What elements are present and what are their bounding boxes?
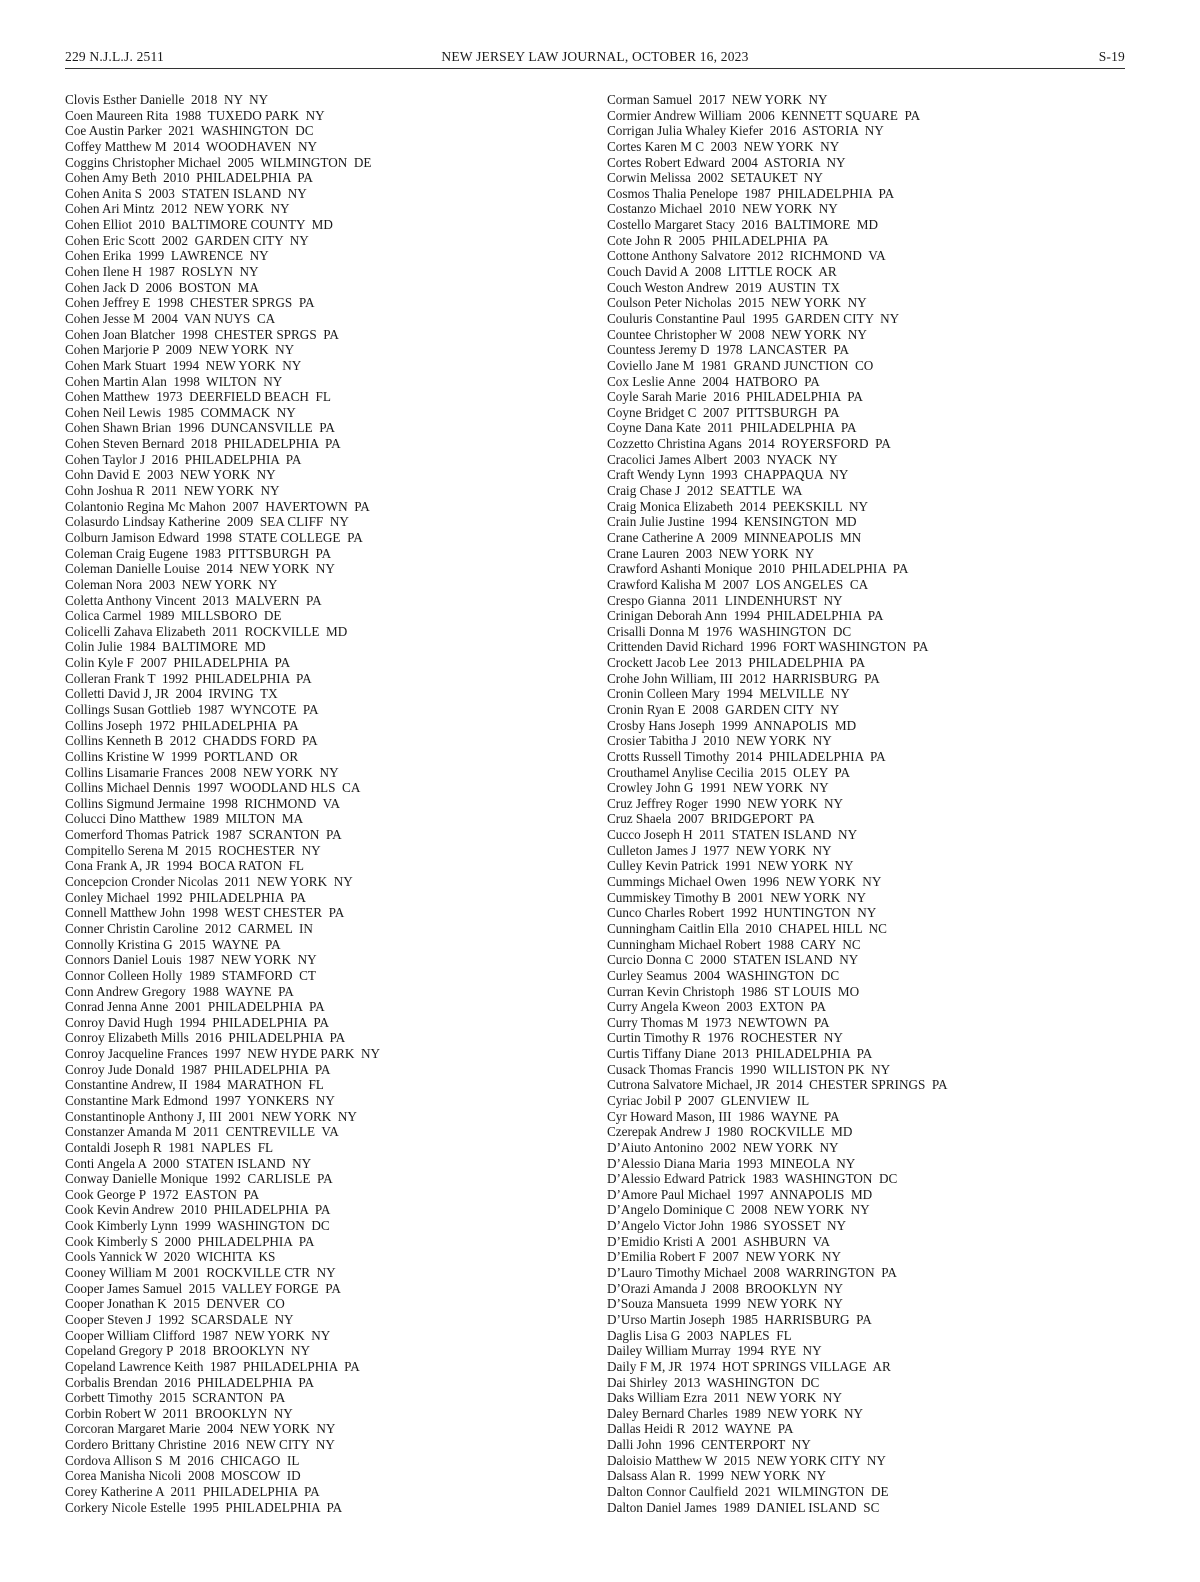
journal-citation: 229 N.J.L.J. 2511 (65, 49, 164, 64)
attorney-list-entry: Curry Thomas M 1973 NEWTOWN PA (607, 1014, 830, 1030)
attorney-list-entry: Curcio Donna C 2000 STATEN ISLAND NY (607, 952, 859, 968)
attorney-list-entry: Cummiskey Timothy B 2001 NEW YORK NY (607, 889, 867, 905)
attorney-list-entry: Crane Lauren 2003 NEW YORK NY (607, 545, 815, 561)
attorney-list-entry: Cohen Steven Bernard 2018 PHILADELPHIA PA (65, 436, 341, 452)
attorney-list-entry: Cohen Martin Alan 1998 WILTON NY (65, 373, 283, 389)
attorney-list-entry: Cook Kevin Andrew 2010 PHILADELPHIA PA (65, 1202, 331, 1218)
attorney-list-entry: Colica Carmel 1989 MILLSBORO DE (65, 608, 282, 624)
attorney-list-entry: Conrad Jenna Anne 2001 PHILADELPHIA PA (65, 999, 325, 1015)
attorney-list-entry: Cohen Erika 1999 LAWRENCE NY (65, 248, 269, 264)
attorney-list-entry: Cozzetto Christina Agans 2014 ROYERSFORD PA (607, 436, 891, 452)
attorney-list-entry: D’Lauro Timothy Michael 2008 WARRINGTON PA (607, 1265, 897, 1281)
attorney-list-entry: Crohe John William, III 2012 HARRISBURG PA (607, 670, 880, 686)
attorney-list-entry: Craig Monica Elizabeth 2014 PEEKSKILL NY (607, 498, 869, 514)
attorney-list-entry: Cohen Jeffrey E 1998 CHESTER SPRGS PA (65, 295, 315, 311)
attorney-list-entry: Corrigan Julia Whaley Kiefer 2016 ASTORIA NY (607, 123, 884, 139)
attorney-list-entry: Cordova Allison S M 2016 CHICAGO IL (65, 1452, 300, 1468)
attorney-list-entry: Curley Seamus 2004 WASHINGTON DC (607, 967, 840, 983)
attorney-list-entry: Cohn Joshua R 2011 NEW YORK NY (65, 483, 280, 499)
attorney-list-entry: Daley Bernard Charles 1989 NEW YORK NY (607, 1405, 864, 1421)
attorney-list-entry: Cohen Joan Blatcher 1998 CHESTER SPRGS PA (65, 326, 339, 342)
attorney-list-entry: Crain Julie Justine 1994 KENSINGTON MD (607, 514, 857, 530)
attorney-list-entry: Crowley John G 1991 NEW YORK NY (607, 780, 829, 796)
attorney-list-entry: Cyr Howard Mason, III 1986 WAYNE PA (607, 1108, 840, 1124)
attorney-list-entry: Cooper Jonathan K 2015 DENVER CO (65, 1296, 285, 1312)
attorney-list-entry: Crockett Jacob Lee 2013 PHILADELPHIA PA (607, 655, 866, 671)
attorney-list-entry: Cohen Jack D 2006 BOSTON MA (65, 279, 259, 295)
attorney-list-entry: D’Amore Paul Michael 1997 ANNAPOLIS MD (607, 1186, 873, 1202)
attorney-list-entry: Coggins Christopher Michael 2005 WILMINGTON DE (65, 154, 372, 170)
attorney-list-entry: Collins Lisamarie Frances 2008 NEW YORK NY (65, 764, 339, 780)
attorney-list-entry: Dallas Heidi R 2012 WAYNE PA (607, 1421, 794, 1437)
attorney-list-entry: Collins Kenneth B 2012 CHADDS FORD PA (65, 733, 318, 749)
attorney-list-entry: Dalton Connor Caulfield 2021 WILMINGTON DE (607, 1484, 889, 1500)
attorney-list-entry: Coe Austin Parker 2021 WASHINGTON DC (65, 123, 314, 139)
attorney-list-entry: Conroy Jude Donald 1987 PHILADELPHIA PA (65, 1061, 331, 1077)
attorney-list-entry: Curtis Tiffany Diane 2013 PHILADELPHIA PA (607, 1046, 873, 1062)
attorney-list-entry: Crinigan Deborah Ann 1994 PHILADELPHIA PA (607, 608, 884, 624)
attorney-list-entry: Daily F M, JR 1974 HOT SPRINGS VILLAGE AR (607, 1358, 891, 1374)
attorney-list-entry: Dailey William Murray 1994 RYE NY (607, 1343, 822, 1359)
attorney-list-entry: Coviello Jane M 1981 GRAND JUNCTION CO (607, 357, 874, 373)
attorney-list-entry: Cruz Jeffrey Roger 1990 NEW YORK NY (607, 795, 843, 811)
attorney-list-entry: Conti Angela A 2000 STATEN ISLAND NY (65, 1155, 312, 1171)
attorney-list-entry: Conroy Jacqueline Frances 1997 NEW HYDE PARK NY (65, 1046, 380, 1062)
attorney-list-entry: Connor Colleen Holly 1989 STAMFORD CT (65, 967, 316, 983)
attorney-list-entry: Couch David A 2008 LITTLE ROCK AR (607, 264, 837, 280)
attorney-list-entry: Cohen Amy Beth 2010 PHILADELPHIA PA (65, 170, 313, 186)
attorney-list-entry: Constantine Andrew, II 1984 MARATHON FL (65, 1077, 324, 1093)
attorney-list-entry: Corcoran Margaret Marie 2004 NEW YORK NY (65, 1421, 336, 1437)
attorney-list-entry: Cohen Marjorie P 2009 NEW YORK NY (65, 342, 295, 358)
attorney-list-entry: D’Alessio Diana Maria 1993 MINEOLA NY (607, 1155, 856, 1171)
attorney-list-entry: D’Orazi Amanda J 2008 BROOKLYN NY (607, 1280, 844, 1296)
attorney-list-entry: Cohen Anita S 2003 STATEN ISLAND NY (65, 185, 307, 201)
attorney-list-entry: Colletti David J, JR 2004 IRVING TX (65, 686, 278, 702)
attorney-list-entry: D’Urso Martin Joseph 1985 HARRISBURG PA (607, 1311, 872, 1327)
attorney-list-entry: Cook Kimberly S 2000 PHILADELPHIA PA (65, 1233, 315, 1249)
attorney-list-entry: Cucco Joseph H 2011 STATEN ISLAND NY (607, 827, 858, 843)
attorney-list-entry: Collins Sigmund Jermaine 1998 RICHMOND VA (65, 795, 340, 811)
attorney-list-entry: Colucci Dino Matthew 1989 MILTON MA (65, 811, 304, 827)
attorney-list-entry: Curtin Timothy R 1976 ROCHESTER NY (607, 1030, 843, 1046)
attorney-list-entry: Cooney William M 2001 ROCKVILLE CTR NY (65, 1265, 336, 1281)
attorney-list-entry: Cronin Colleen Mary 1994 MELVILLE NY (607, 686, 850, 702)
attorney-list-entry: Craft Wendy Lynn 1993 CHAPPAQUA NY (607, 467, 849, 483)
attorney-list-entry: Crisalli Donna M 1976 WASHINGTON DC (607, 623, 852, 639)
attorney-list-entry: Cools Yannick W 2020 WICHITA KS (65, 1249, 276, 1265)
attorney-list-entry: Couluris Constantine Paul 1995 GARDEN CITY NY (607, 310, 900, 326)
attorney-list-entry: Cunningham Caitlin Ella 2010 CHAPEL HILL NC (607, 920, 887, 936)
attorney-list-entry: Cormier Andrew William 2006 KENNETT SQUARE PA (607, 107, 921, 123)
attorney-list-entry: Crosier Tabitha J 2010 NEW YORK NY (607, 733, 832, 749)
attorney-list-entry: Conner Christin Caroline 2012 CARMEL IN (65, 920, 313, 936)
attorney-list-entry: Crosby Hans Joseph 1999 ANNAPOLIS MD (607, 717, 857, 733)
attorney-list-entry: Coleman Craig Eugene 1983 PITTSBURGH PA (65, 545, 332, 561)
attorney-list-entry: Corey Katherine A 2011 PHILADELPHIA PA (65, 1484, 320, 1500)
attorney-list-entry: Coyne Dana Kate 2011 PHILADELPHIA PA (607, 420, 857, 436)
attorney-list-entry: Cohen Jesse M 2004 VAN NUYS CA (65, 310, 276, 326)
attorney-list-entry: Daloisio Matthew W 2015 NEW YORK CITY NY (607, 1452, 886, 1468)
attorney-list-entry: Connell Matthew John 1998 WEST CHESTER PA (65, 905, 345, 921)
attorney-list-entry: Cohen Eric Scott 2002 GARDEN CITY NY (65, 232, 309, 248)
attorney-list-entry: Collins Kristine W 1999 PORTLAND OR (65, 748, 299, 764)
attorney-list-entry: Culleton James J 1977 NEW YORK NY (607, 842, 832, 858)
attorney-list-entry: Colleran Frank T 1992 PHILADELPHIA PA (65, 670, 312, 686)
attorney-list-entry: Coletta Anthony Vincent 2013 MALVERN PA (65, 592, 322, 608)
attorney-list-entry: Cohen Ilene H 1987 ROSLYN NY (65, 264, 259, 280)
attorney-list-entry: Crawford Ashanti Monique 2010 PHILADELPHIA PA (607, 561, 909, 577)
attorney-list-entry: Curry Angela Kweon 2003 EXTON PA (607, 999, 827, 1015)
attorney-list-entry: Cook George P 1972 EASTON PA (65, 1186, 260, 1202)
attorney-list-entry: Collings Susan Gottlieb 1987 WYNCOTE PA (65, 701, 319, 717)
attorney-list-entry: Constanzer Amanda M 2011 CENTREVILLE VA (65, 1124, 339, 1140)
attorney-list-entry: Cox Leslie Anne 2004 HATBORO PA (607, 373, 820, 389)
attorney-list-entry: Connolly Kristina G 2015 WAYNE PA (65, 936, 281, 952)
attorney-list-entry: Cyriac Jobil P 2007 GLENVIEW IL (607, 1093, 810, 1108)
left-column-list (65, 92, 380, 1515)
attorney-list-entry: Daks William Ezra 2011 NEW YORK NY (607, 1390, 842, 1406)
attorney-list-entry: Colin Kyle F 2007 PHILADELPHIA PA (65, 655, 291, 671)
page-header (65, 48, 1125, 69)
page-number: S-19 (1098, 49, 1125, 64)
attorney-list-entry: D’Aiuto Antonino 2002 NEW YORK NY (607, 1139, 839, 1155)
attorney-list-entry: Crane Catherine A 2009 MINNEAPOLIS MN (607, 529, 862, 545)
attorney-list-entry: Comerford Thomas Patrick 1987 SCRANTON PA (65, 827, 342, 843)
attorney-list-entry: Costello Margaret Stacy 2016 BALTIMORE MD (607, 217, 879, 233)
attorney-list-entry: Crespo Gianna 2011 LINDENHURST NY (607, 592, 843, 608)
attorney-list-entry: Cohen Matthew 1973 DEERFIELD BEACH FL (65, 389, 331, 405)
attorney-list-entry: Crotts Russell Timothy 2014 PHILADELPHIA PA (607, 748, 886, 764)
attorney-list-entry: Cohen Shawn Brian 1996 DUNCANSVILLE PA (65, 420, 335, 436)
attorney-list-entry: D’Alessio Edward Patrick 1983 WASHINGTON DC (607, 1171, 898, 1187)
attorney-list-entry: Cutrona Salvatore Michael, JR 2014 CHESTER SPRINGS PA (607, 1077, 948, 1093)
attorney-list-entry: Cordero Brittany Christine 2016 NEW CITY NY (65, 1437, 335, 1453)
attorney-list-entry: Collins Joseph 1972 PHILADELPHIA PA (65, 717, 299, 733)
attorney-list-entry: Cohen Elliot 2010 BALTIMORE COUNTY MD (65, 217, 333, 233)
attorney-list-entry: Couch Weston Andrew 2019 AUSTIN TX (607, 279, 840, 295)
attorney-list-entry: Corwin Melissa 2002 SETAUKET NY (607, 170, 823, 186)
attorney-list-entry: Cohen Mark Stuart 1994 NEW YORK NY (65, 357, 302, 373)
attorney-list-entry: Conway Danielle Monique 1992 CARLISLE PA (65, 1171, 333, 1187)
attorney-list-entry: Coleman Nora 2003 NEW YORK NY (65, 576, 278, 592)
attorney-list-entry: Dalsass Alan R. 1999 NEW YORK NY (607, 1468, 827, 1484)
attorney-list-entry: Cohn David E 2003 NEW YORK NY (65, 467, 276, 483)
attorney-list-entry: Colburn Jamison Edward 1998 STATE COLLEGE PA (65, 529, 363, 545)
attorney-list-entry: Crouthamel Anylise Cecilia 2015 OLEY PA (607, 764, 850, 780)
attorney-list-entry: Czerepak Andrew J 1980 ROCKVILLE MD (607, 1124, 853, 1140)
attorney-list-entry: Conroy David Hugh 1994 PHILADELPHIA PA (65, 1014, 329, 1030)
attorney-list-entry: Constantinople Anthony J, III 2001 NEW YORK NY (65, 1108, 357, 1124)
attorney-list-entry: Dalton Daniel James 1989 DANIEL ISLAND SC (607, 1499, 880, 1515)
attorney-list-entry: Cunningham Michael Robert 1988 CARY NC (607, 936, 861, 952)
attorney-list-entry: Curran Kevin Christoph 1986 ST LOUIS MO (607, 983, 860, 999)
attorney-list-entry: Coen Maureen Rita 1988 TUXEDO PARK NY (65, 107, 325, 123)
attorney-list-entry: Cohen Neil Lewis 1985 COMMACK NY (65, 404, 296, 420)
attorney-list-entry: Colicelli Zahava Elizabeth 2011 ROCKVILLE MD (65, 623, 348, 639)
attorney-list-entry: Cortes Karen M C 2003 NEW YORK NY (607, 138, 840, 154)
attorney-list-entry: Connors Daniel Louis 1987 NEW YORK NY (65, 952, 317, 968)
attorney-list-entry: D’Angelo Victor John 1986 SYOSSET NY (607, 1218, 847, 1234)
attorney-list-entry: Crawford Kalisha M 2007 LOS ANGELES CA (607, 576, 869, 592)
attorney-list-entry: Coyle Sarah Marie 2016 PHILADELPHIA PA (607, 389, 863, 405)
attorney-list-entry: Cusack Thomas Francis 1990 WILLISTON PK NY (607, 1061, 891, 1077)
attorney-list-entry: Countess Jeremy D 1978 LANCASTER PA (607, 342, 850, 358)
attorney-list-entry: Conn Andrew Gregory 1988 WAYNE PA (65, 983, 294, 999)
attorney-list-entry: Cronin Ryan E 2008 GARDEN CITY NY (607, 701, 840, 717)
attorney-list-entry: Craig Chase J 2012 SEATTLE WA (607, 483, 803, 499)
attorney-list-entry: D’Emilia Robert F 2007 NEW YORK NY (607, 1249, 842, 1265)
attorney-list-entry: Corbin Robert W 2011 BROOKLYN NY (65, 1405, 293, 1421)
attorney-list-entry: Conroy Elizabeth Mills 2016 PHILADELPHIA PA (65, 1030, 346, 1046)
attorney-list-entry: Crittenden David Richard 1996 FORT WASHINGTON PA (607, 639, 929, 655)
attorney-list-entry: Corbett Timothy 2015 SCRANTON PA (65, 1390, 286, 1406)
attorney-list-entry: Cook Kimberly Lynn 1999 WASHINGTON DC (65, 1218, 330, 1234)
attorney-list-entry: Clovis Esther Danielle 2018 NY NY (65, 92, 269, 107)
attorney-list-entry: Corbalis Brendan 2016 PHILADELPHIA PA (65, 1374, 314, 1390)
attorney-list-entry: Cottone Anthony Salvatore 2012 RICHMOND VA (607, 248, 886, 264)
attorney-list-entry: Coleman Danielle Louise 2014 NEW YORK NY (65, 561, 335, 577)
right-column-list (607, 92, 948, 1515)
attorney-list-entry: Cote John R 2005 PHILADELPHIA PA (607, 232, 829, 248)
attorney-list-entry: Corman Samuel 2017 NEW YORK NY (607, 92, 828, 107)
attorney-list-entry: Cunco Charles Robert 1992 HUNTINGTON NY (607, 905, 877, 921)
attorney-list-entry: Corea Manisha Nicoli 2008 MOSCOW ID (65, 1468, 301, 1484)
attorney-list-entry: Cohen Taylor J 2016 PHILADELPHIA PA (65, 451, 302, 467)
attorney-list-entry: Colantonio Regina Mc Mahon 2007 HAVERTOWN PA (65, 498, 370, 514)
publication-title: NEW JERSEY LAW JOURNAL, OCTOBER 16, 2023 (441, 49, 749, 64)
attorney-list-entry: Cracolici James Albert 2003 NYACK NY (607, 451, 838, 467)
attorney-list-entry: Conley Michael 1992 PHILADELPHIA PA (65, 889, 306, 905)
attorney-list-entry: Culley Kevin Patrick 1991 NEW YORK NY (607, 858, 854, 874)
attorney-list-entry: Dai Shirley 2013 WASHINGTON DC (607, 1374, 820, 1390)
attorney-list-entry: Coulson Peter Nicholas 2015 NEW YORK NY (607, 295, 867, 311)
attorney-list-entry: Compitello Serena M 2015 ROCHESTER NY (65, 842, 321, 858)
attorney-list-entry: Cooper James Samuel 2015 VALLEY FORGE PA (65, 1280, 341, 1296)
attorney-list-entry: Corkery Nicole Estelle 1995 PHILADELPHIA PA (65, 1499, 343, 1515)
attorney-list-entry: Collins Michael Dennis 1997 WOODLAND HLS CA (65, 780, 361, 796)
attorney-list-entry: Dalli John 1996 CENTERPORT NY (607, 1437, 811, 1453)
attorney-list-entry: Cosmos Thalia Penelope 1987 PHILADELPHIA PA (607, 185, 895, 201)
attorney-list-entry: Cooper Steven J 1992 SCARSDALE NY (65, 1311, 294, 1327)
attorney-list-entry: D’Emidio Kristi A 2001 ASHBURN VA (607, 1233, 830, 1249)
attorney-list-entry: Costanzo Michael 2010 NEW YORK NY (607, 201, 838, 217)
attorney-list-entry: Cohen Ari Mintz 2012 NEW YORK NY (65, 201, 290, 217)
attorney-list-entry: Colin Julie 1984 BALTIMORE MD (65, 639, 266, 655)
attorney-list-entry: Copeland Lawrence Keith 1987 PHILADELPHIA PA (65, 1358, 360, 1374)
attorney-list-entry: Colasurdo Lindsay Katherine 2009 SEA CLIFF NY (65, 514, 349, 530)
attorney-list-entry: Cummings Michael Owen 1996 NEW YORK NY (607, 874, 882, 890)
attorney-list-entry: Cruz Shaela 2007 BRIDGEPORT PA (607, 811, 815, 827)
attorney-list-entry: Cortes Robert Edward 2004 ASTORIA NY (607, 154, 846, 170)
attorney-list-entry: Constantine Mark Edmond 1997 YONKERS NY (65, 1093, 335, 1108)
attorney-list-entry: D’Souza Mansueta 1999 NEW YORK NY (607, 1296, 843, 1312)
attorney-list-entry: Copeland Gregory P 2018 BROOKLYN NY (65, 1343, 311, 1359)
attorney-list-entry: Coyne Bridget C 2007 PITTSBURGH PA (607, 404, 840, 420)
attorney-list-entry: Coffey Matthew M 2014 WOODHAVEN NY (65, 138, 318, 154)
attorney-list-entry: Cona Frank A, JR 1994 BOCA RATON FL (65, 858, 304, 874)
attorney-list-entry: Concepcion Cronder Nicolas 2011 NEW YORK NY (65, 874, 353, 890)
attorney-list-entry: Daglis Lisa G 2003 NAPLES FL (607, 1327, 792, 1343)
attorney-list-entry: Countee Christopher W 2008 NEW YORK NY (607, 326, 867, 342)
attorney-list-entry: Cooper William Clifford 1987 NEW YORK NY (65, 1327, 331, 1343)
attorney-list-entry: D’Angelo Dominique C 2008 NEW YORK NY (607, 1202, 870, 1218)
attorney-list-entry: Contaldi Joseph R 1981 NAPLES FL (65, 1139, 274, 1155)
